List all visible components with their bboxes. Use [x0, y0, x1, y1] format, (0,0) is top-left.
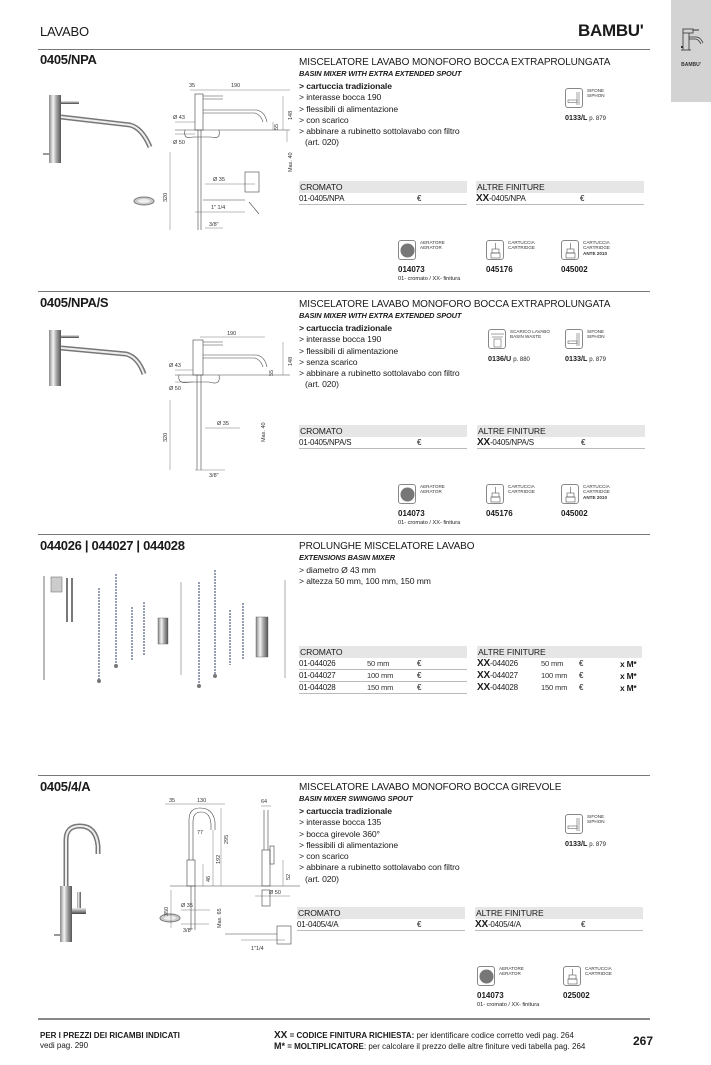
- feature-item: > flessibili di alimentazione: [299, 103, 399, 114]
- feature-item: > abbinare a rubinetto sottolavabo con filtro: [299, 126, 460, 137]
- spare-label-en: AERATOR: [420, 245, 442, 251]
- dim-label: 350: [164, 906, 170, 916]
- spare-label: CARTUCCIA: [585, 966, 612, 971]
- feature-list: [299, 81, 549, 149]
- spare-cartridge[interactable]: [486, 240, 556, 274]
- feature-item: > diametro Ø 43 mm: [299, 565, 376, 575]
- feature-item: > flessibili di alimentazione: [299, 839, 399, 850]
- legend-xx-key: XX: [274, 1030, 288, 1041]
- product-subtitle: EXTENSIONS BASIN MIXER: [299, 553, 395, 562]
- spare-label: CARTUCCIA: [583, 240, 610, 245]
- article-code: 01-0405/4/A: [297, 920, 339, 929]
- price-currency: €: [417, 194, 422, 203]
- product-description: [299, 782, 562, 885]
- feature-item: > abbinare a rubinetto sottolavabo con filtro: [299, 368, 460, 379]
- price-table-cromato: [299, 425, 467, 449]
- multiplier: x M*: [620, 671, 637, 681]
- price-row[interactable]: [299, 658, 467, 670]
- spare-note: 01- cromato / XX- finitura: [398, 276, 461, 282]
- accessory-page: p. 879: [589, 842, 606, 848]
- section-label: LAVABO: [40, 24, 89, 39]
- dim-label: Ø 35: [181, 903, 193, 909]
- size: 100 mm: [367, 671, 394, 680]
- dim-label: Ø 50: [269, 890, 281, 896]
- footer-spares-note: [40, 1031, 180, 1051]
- price-currency: €: [581, 438, 586, 447]
- dim-label: Ø 50: [169, 386, 181, 392]
- cartridge-icon: [486, 484, 504, 504]
- feature-item: (art. 020): [305, 873, 339, 884]
- article-code: -044028: [489, 683, 518, 692]
- price-table-header: CROMATO: [297, 907, 465, 919]
- technical-drawing: [165, 330, 295, 480]
- spare-label-en: CARTRIDGE: [583, 245, 610, 251]
- dim-label: 192: [216, 854, 222, 864]
- product-title: MISCELATORE LAVABO MONOFORO BOCCA GIREVOLE: [299, 782, 562, 793]
- feature-item: > cartuccia tradizionale: [299, 81, 392, 91]
- price-currency: €: [579, 659, 584, 668]
- size: 150 mm: [541, 683, 568, 692]
- spare-code: 045176: [486, 265, 513, 274]
- siphon-icon: [565, 814, 583, 834]
- price-currency: €: [579, 683, 584, 692]
- dim-label: 295: [224, 834, 230, 844]
- dim-label: 3/8": [209, 222, 219, 228]
- product-code: 044026 | 044027 | 044028: [40, 538, 185, 553]
- faucet-photo: [30, 330, 170, 410]
- dim-label: Max. 65: [217, 908, 223, 928]
- side-tab-bambu[interactable]: [671, 0, 711, 102]
- price-table-header: ALTRE FINITURE: [475, 907, 643, 919]
- size: 50 mm: [541, 659, 564, 668]
- dim-label: 320: [163, 192, 169, 202]
- feature-item: > con scarico: [299, 851, 349, 862]
- spare-code: 045002: [561, 265, 588, 274]
- price-table-cromato: [299, 181, 467, 205]
- spare-note: 01- cromato / XX- finitura: [477, 1002, 540, 1008]
- cartridge-icon: [561, 240, 579, 260]
- section-divider: [38, 534, 650, 535]
- feature-item: > interasse bocca 135: [299, 817, 382, 828]
- feature-item: > senza scarico: [299, 356, 358, 367]
- dim-label: Max. 40: [288, 152, 294, 172]
- dim-label: 55: [269, 369, 275, 376]
- cartridge-icon: [486, 240, 504, 260]
- spare-cartridge-ante-2010[interactable]: [561, 240, 631, 274]
- feature-item: > interasse bocca 190: [299, 334, 382, 345]
- multiplier: x M*: [620, 683, 637, 693]
- finish-code-prefix: XX: [476, 193, 489, 204]
- spare-code: 025002: [563, 991, 590, 1000]
- size: 50 mm: [367, 659, 390, 668]
- accessory-code: 0133/L: [565, 113, 588, 122]
- spare-code: 014073: [398, 509, 425, 518]
- price-row[interactable]: [477, 670, 645, 682]
- footer-spares-page: vedi pag. 290: [40, 1041, 89, 1050]
- price-currency: €: [579, 671, 584, 680]
- price-row[interactable]: [477, 658, 645, 670]
- product-subtitle: BASIN MIXER WITH EXTRA EXTENDED SPOUT: [299, 69, 462, 78]
- product-subtitle: BASIN MIXER WITH EXTRA EXTENDED SPOUT: [299, 311, 462, 320]
- accessory-label-en: SIPHON: [587, 334, 605, 340]
- dim-label: 190: [227, 331, 237, 337]
- footer-divider: [38, 1018, 650, 1020]
- article-code: -0405/NPA: [488, 194, 526, 203]
- feature-list: [299, 565, 549, 588]
- product-subtitle: BASIN MIXER SWINGING SPOUT: [299, 794, 413, 803]
- feature-item: > bocca girevole 360°: [299, 828, 380, 839]
- collection-name: BAMBU': [578, 21, 644, 40]
- article-code: -044027: [489, 671, 518, 680]
- dim-label: Max. 40: [261, 422, 267, 442]
- spare-code: 014073: [398, 265, 425, 274]
- spare-label-note: ANTE 2010: [583, 250, 608, 256]
- spare-label-en: AERATOR: [420, 489, 442, 495]
- accessory-siphon[interactable]: [565, 329, 635, 363]
- price-table-header: CROMATO: [299, 646, 467, 658]
- article-code: 01-044027: [299, 671, 336, 680]
- price-row[interactable]: [299, 193, 467, 205]
- finish-code-prefix: XX: [477, 670, 490, 681]
- size: 150 mm: [367, 683, 394, 692]
- dim-label: Ø 43: [173, 115, 185, 121]
- price-currency: €: [417, 683, 422, 692]
- accessory-code: 0136/U: [488, 354, 512, 363]
- product-description: [299, 541, 549, 588]
- dim-label: 35: [189, 83, 196, 89]
- price-row[interactable]: [475, 919, 643, 931]
- dim-label: 1" 1/4: [211, 205, 226, 211]
- article-code: 01-044028: [299, 683, 336, 692]
- feature-item: > flessibili di alimentazione: [299, 345, 399, 356]
- siphon-icon: [565, 88, 583, 108]
- price-row[interactable]: [477, 682, 645, 694]
- spare-label-en: CARTRIDGE: [508, 489, 535, 495]
- dim-label: 52: [286, 873, 292, 880]
- dim-label: Ø 43: [169, 363, 181, 369]
- product-code: 0405/4/A: [40, 779, 91, 794]
- price-currency: €: [417, 920, 422, 929]
- dim-label: Ø 50: [173, 140, 185, 146]
- legend-m-key: M*: [274, 1041, 285, 1051]
- price-row[interactable]: [299, 437, 467, 449]
- spare-label: AERATORE: [420, 484, 445, 489]
- spare-aerator[interactable]: [398, 240, 468, 274]
- technical-drawing: [165, 82, 295, 232]
- accessory-page: p. 879: [589, 116, 606, 122]
- faucet-photo: [30, 95, 170, 210]
- feature-item: > cartuccia tradizionale: [299, 323, 392, 333]
- faucet-icon: [677, 26, 705, 58]
- technical-drawing: [165, 800, 305, 955]
- product-code: 0405/NPA/S: [40, 295, 109, 310]
- product-title: MISCELATORE LAVABO MONOFORO BOCCA EXTRAPROLUNGATA: [299, 57, 611, 68]
- finish-code-prefix: XX: [477, 437, 490, 448]
- price-table-header: CROMATO: [299, 181, 467, 193]
- price-currency: €: [417, 671, 422, 680]
- price-table-header: ALTRE FINITURE: [477, 646, 642, 658]
- dim-label: 64: [261, 799, 268, 805]
- size: 100 mm: [541, 671, 568, 680]
- price-table-header: ALTRE FINITURE: [477, 425, 645, 437]
- footer-legend: [274, 1030, 585, 1052]
- accessory-code: 0133/L: [565, 839, 588, 848]
- dim-label: 77: [197, 830, 204, 836]
- feature-item: > altezza 50 mm, 100 mm, 150 mm: [299, 576, 431, 587]
- legend-m-title: = MOLTIPLICATORE: [285, 1042, 364, 1051]
- spare-code: 014073: [477, 991, 504, 1000]
- dim-label: Ø 35: [213, 177, 225, 183]
- price-row[interactable]: [476, 193, 644, 205]
- product-code: 0405/NPA: [40, 52, 97, 67]
- accessory-page: p. 879: [589, 357, 606, 363]
- feature-item: (art. 020): [305, 137, 339, 148]
- accessory-label-en: SIPHON: [587, 93, 605, 99]
- price-table-header: CROMATO: [299, 425, 467, 437]
- dim-label: 3/8": [183, 928, 193, 934]
- dim-label: 148: [288, 110, 294, 120]
- multiplier: x M*: [620, 659, 637, 669]
- dim-label: 130: [197, 798, 207, 804]
- article-code: 01-0405/NPA: [299, 194, 345, 203]
- spare-label-en: CARTRIDGE: [583, 489, 610, 495]
- spare-label: AERATORE: [420, 240, 445, 245]
- spare-code: 045002: [561, 509, 588, 518]
- price-row[interactable]: [299, 682, 467, 694]
- feature-item: (art. 020): [305, 379, 339, 390]
- spare-cartridge[interactable]: [563, 966, 633, 1000]
- spare-code: 045176: [486, 509, 513, 518]
- price-table-altre-finiture: [477, 425, 645, 449]
- article-code: 01-0405/NPA/S: [299, 438, 352, 447]
- finish-code-prefix: XX: [477, 658, 490, 669]
- section-divider: [38, 291, 650, 292]
- dim-label: 35: [169, 798, 176, 804]
- dim-label: 1"1/4: [251, 946, 264, 952]
- side-tab-label: BAMBU': [681, 62, 701, 68]
- price-table-altre-finiture: [475, 907, 643, 931]
- accessory-label-en: BASIN WASTE: [510, 334, 542, 340]
- page-number: 267: [633, 1034, 654, 1048]
- spare-cartridge[interactable]: [486, 484, 556, 518]
- price-table-altre-finiture: [476, 181, 644, 205]
- price-table-cromato: [299, 646, 467, 694]
- dim-label: 3/8": [209, 473, 219, 479]
- accessory-siphon[interactable]: [565, 88, 635, 122]
- article-code: -044026: [489, 659, 518, 668]
- legend-xx-text: per identificare codice corretto vedi pag. 264: [414, 1031, 574, 1040]
- price-table-cromato: [297, 907, 465, 931]
- feature-item: > con scarico: [299, 114, 349, 125]
- spare-label-en: AERATOR: [499, 971, 521, 977]
- article-code: 01-044026: [299, 659, 336, 668]
- price-currency: €: [580, 194, 585, 203]
- price-table-altre-finiture: [477, 646, 645, 694]
- dim-label: 148: [288, 356, 294, 366]
- article-code: -0405/NPA/S: [489, 438, 534, 447]
- price-currency: €: [417, 659, 422, 668]
- accessory-page: p. 880: [513, 357, 530, 363]
- dim-label: 320: [163, 432, 169, 442]
- accessory-label-en: SIPHON: [587, 819, 605, 825]
- siphon-icon: [565, 329, 583, 349]
- cartridge-icon: [561, 484, 579, 504]
- accessory-code: 0133/L: [565, 354, 588, 363]
- product-title: PROLUNGHE MISCELATORE LAVABO: [299, 541, 475, 552]
- section-divider: [38, 49, 650, 50]
- feature-item: > abbinare a rubinetto sottolavabo con filtro: [299, 862, 460, 873]
- accessory-label: SIFONE: [587, 814, 605, 819]
- section-divider: [38, 775, 650, 776]
- price-row[interactable]: [299, 670, 467, 682]
- accessory-siphon[interactable]: [565, 814, 635, 848]
- dim-label: 46: [206, 875, 212, 882]
- aerator-icon: [398, 240, 416, 260]
- spare-label-en: CARTRIDGE: [508, 245, 535, 251]
- aerator-icon: [398, 484, 416, 504]
- footer-spares-title: PER I PREZZI DEI RICAMBI INDICATI: [40, 1031, 180, 1040]
- dim-label: 190: [231, 83, 241, 89]
- spare-note: 01- cromato / XX- finitura: [398, 520, 461, 526]
- accessory-label: SIFONE: [587, 88, 605, 93]
- cartridge-icon: [563, 966, 581, 986]
- extensions-photo: [38, 560, 298, 700]
- spare-label-note: ANTE 2010: [583, 494, 608, 500]
- spare-label: CARTUCCIA: [583, 484, 610, 489]
- basin-waste-icon: [488, 329, 506, 349]
- price-currency: €: [417, 438, 422, 447]
- price-currency: €: [581, 920, 586, 929]
- aerator-icon: [477, 966, 495, 986]
- faucet-photo: [30, 820, 170, 930]
- price-row[interactable]: [477, 437, 645, 449]
- feature-list: [299, 806, 549, 885]
- product-title: MISCELATORE LAVABO MONOFORO BOCCA EXTRAPROLUNGATA: [299, 299, 611, 310]
- spare-cartridge-ante-2010[interactable]: [561, 484, 631, 518]
- spare-aerator[interactable]: [398, 484, 468, 518]
- spare-aerator[interactable]: [477, 966, 547, 1000]
- spare-label: CARTUCCIA: [508, 240, 535, 245]
- price-row[interactable]: [297, 919, 465, 931]
- dim-label: 55: [274, 123, 280, 130]
- legend-m-text: : per calcolare il prezzo delle altre finiture vedi tabella pag. 264: [363, 1042, 586, 1051]
- feature-item: > cartuccia tradizionale: [299, 806, 392, 816]
- spare-label-en: CARTRIDGE: [585, 971, 612, 977]
- dim-label: Ø 35: [217, 421, 229, 427]
- accessory-label: SCARICO LAVABO: [510, 329, 550, 334]
- accessory-basin-waste[interactable]: [488, 329, 558, 363]
- spare-label: CARTUCCIA: [508, 484, 535, 489]
- feature-item: > interasse bocca 190: [299, 92, 382, 103]
- spare-label: AERATORE: [499, 966, 524, 971]
- finish-code-prefix: XX: [477, 682, 490, 693]
- legend-xx-title: = CODICE FINITURA RICHIESTA:: [287, 1031, 415, 1040]
- accessory-label: SIFONE: [587, 329, 605, 334]
- price-table-header: ALTRE FINITURE: [476, 181, 644, 193]
- article-code: -0405/4/A: [487, 920, 521, 929]
- finish-code-prefix: XX: [475, 919, 488, 930]
